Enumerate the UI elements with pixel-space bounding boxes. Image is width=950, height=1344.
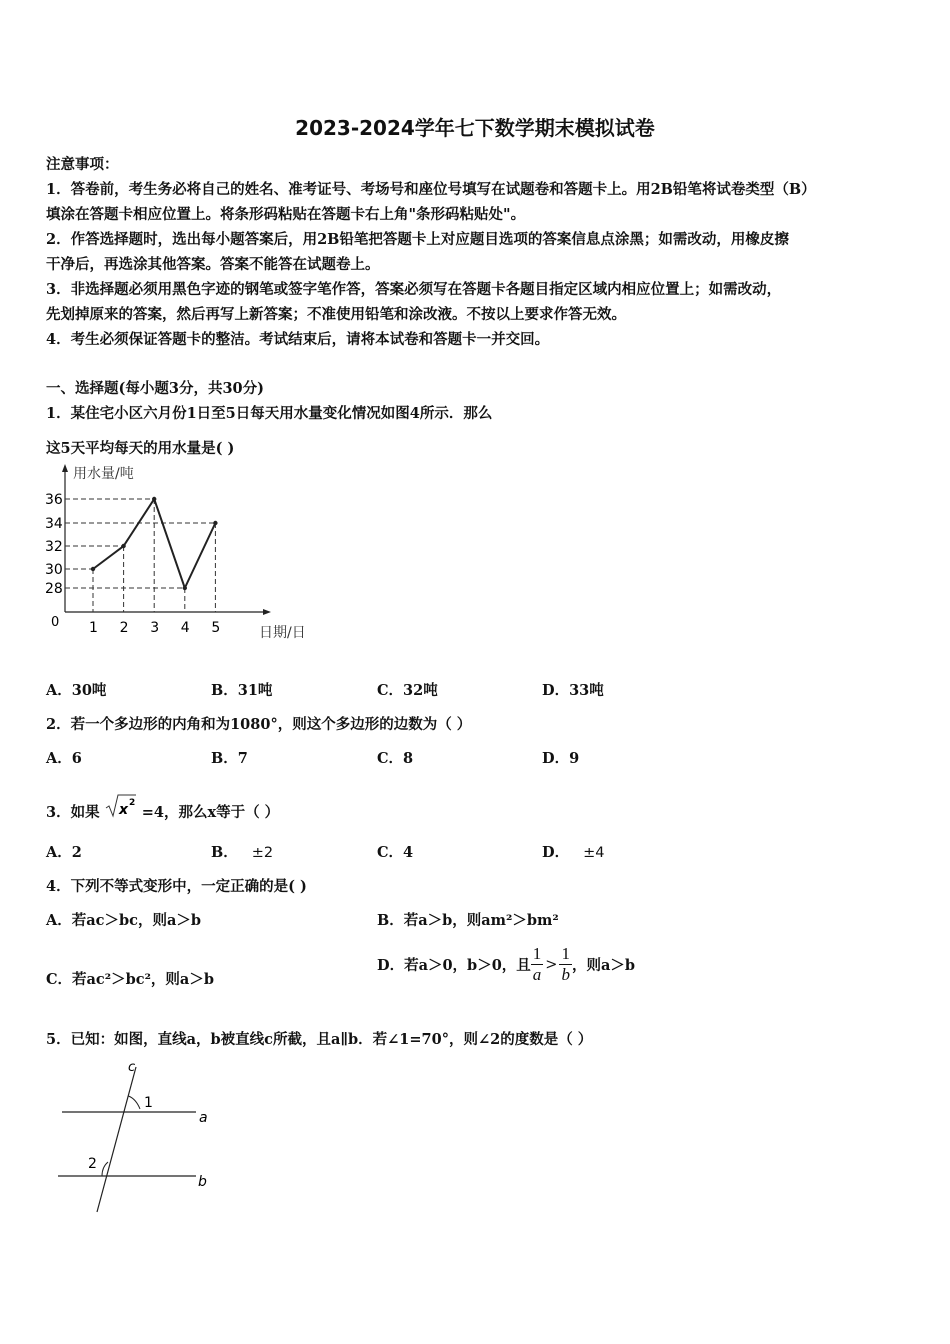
q1-option-d[interactable]: D．33吨 [542,682,604,699]
q4-option-d[interactable] [377,944,635,985]
label-b: b [198,1174,207,1190]
q1-option-c[interactable]: C．32吨 [377,682,438,699]
x-tick-label: 3 [150,620,160,636]
option-value: 2 [71,844,82,861]
notice-line: 1．答卷前，考生务必将自己的姓名、准考证号、考场号和座位号填写在试题卷和答题卡上。用2B铅笔将试卷类型（B） [46,181,816,198]
x-tick-label: 2 [119,620,129,636]
data-point [121,544,125,548]
sqrt-exponent: 2 [128,798,135,808]
q1-stem-line1: 1．某住宅小区六月份1日至5日每天用水量变化情况如图4所示．那么 [46,405,493,422]
notice-line: 填涂在答题卡相应位置上。将条形码粘贴在答题卡右上角"条形码粘贴处"。 [46,206,526,223]
q2-option-a[interactable]: A．6 [46,750,82,767]
y-tick-label: 32 [45,539,63,555]
option-label: D． [542,844,570,861]
notice-line: 4．考生必须保证答题卡的整洁。考试结束后，请将本试卷和答题卡一并交回。 [46,331,550,348]
q1-option-b[interactable]: B．31吨 [211,682,273,699]
q1-option-a[interactable]: A．30吨 [46,682,107,699]
q5-stem: 5．已知：如图，直线a，b被直线c所截，且a∥b．若∠1=70°，则∠2的度数是（ ） [46,1031,593,1048]
x-axis-label: 日期/日 [259,625,306,641]
y-tick-label: 36 [45,492,63,508]
sqrt-expression [105,794,137,820]
x-tick-label: 4 [180,620,190,636]
greater-than-sign: > [545,956,558,973]
sqrt-radicand: x [118,802,128,818]
parallel-lines-figure [50,1055,230,1220]
origin-label: 0 [51,615,60,630]
fraction-denominator: a [532,965,542,984]
option-value: ±2 [251,845,274,861]
notice-line: 先划掉原来的答案，然后再写上新答案；不准使用铅笔和涂改液。不按以上要求作答无效。 [46,306,626,323]
q3-stem-after: =4，那么x等于（ ） [141,804,280,821]
angle-1-arc [129,1096,141,1109]
q3-option-a[interactable] [46,841,82,862]
fraction-numerator: 1 [561,944,570,963]
option-label: A． [46,844,72,861]
data-point [183,586,187,590]
x-axis-arrow [263,609,271,615]
notice-line: 3．非选择题必须用黑色字迹的钢笔或签字笔作答，答案必须写在答题卡各题目指定区域内相应位置上；如需改动， [46,281,782,298]
label-angle-1: 1 [144,1095,153,1111]
q2-stem: 2．若一个多边形的内角和为1080°，则这个多边形的边数为（ ） [46,716,472,733]
q2-option-d[interactable]: D．9 [542,750,580,767]
q3-stem [46,794,279,822]
q2-option-c[interactable]: C．8 [377,750,414,767]
line-c [97,1067,136,1212]
notice-line: 2．作答选择题时，选出每小题答案后，用2B铅笔把答题卡上对应题目选项的答案信息点涂黑；如需改动，用橡皮擦 [46,231,789,248]
y-axis-arrow [62,464,68,472]
option-value: ±4 [583,845,605,861]
option-label: C． [377,844,404,861]
fraction-1-over-a [531,944,544,985]
label-c: c [128,1060,136,1075]
notice-line: 干净后，再选涂其他答案。答案不能答在试题卷上。 [46,256,380,273]
q4-d-before: D．若a＞0，b＞0，且 [377,957,531,974]
page-title: 2023-2024学年七下数学期末模拟试卷 [295,116,655,140]
q3-option-c[interactable] [377,841,413,862]
data-point [152,497,156,501]
q3-option-d[interactable] [542,841,604,862]
q4-option-c[interactable]: C．若ac²＞bc²，则a＞b [46,971,214,988]
q3-option-b[interactable] [211,841,273,862]
y-tick-label: 30 [45,562,63,578]
q4-option-b[interactable]: B．若a＞b，则am²＞bm² [377,912,559,929]
q4-d-after: ，则a＞b [571,957,635,974]
label-a: a [199,1110,208,1126]
x-tick-label: 5 [211,620,221,636]
notice-heading: 注意事项： [46,156,119,173]
q1-stem-line2: 这5天平均每天的用水量是( ) [46,440,235,457]
data-point [213,521,217,525]
q3-stem-before: 3．如果 [46,804,100,821]
option-value: 4 [403,844,414,861]
x-tick-label: 1 [89,620,98,636]
section-heading: 一、选择题(每小题3分，共30分) [46,380,264,397]
label-angle-2: 2 [88,1156,97,1172]
q4-stem: 4．下列不等式变形中，一定正确的是( ) [46,878,307,895]
option-label: B． [211,844,238,861]
y-tick-label: 34 [45,516,63,532]
fraction-1-over-b [559,944,572,985]
fraction-numerator: 1 [532,944,542,963]
q2-option-b[interactable]: B．7 [211,750,248,767]
y-tick-label: 28 [45,581,63,597]
water-usage-chart [40,460,330,645]
fraction-denominator: b [561,965,570,984]
y-axis-label: 用水量/吨 [73,466,134,482]
q4-option-a[interactable]: A．若ac＞bc，则a＞b [46,912,201,929]
data-point [91,567,95,571]
